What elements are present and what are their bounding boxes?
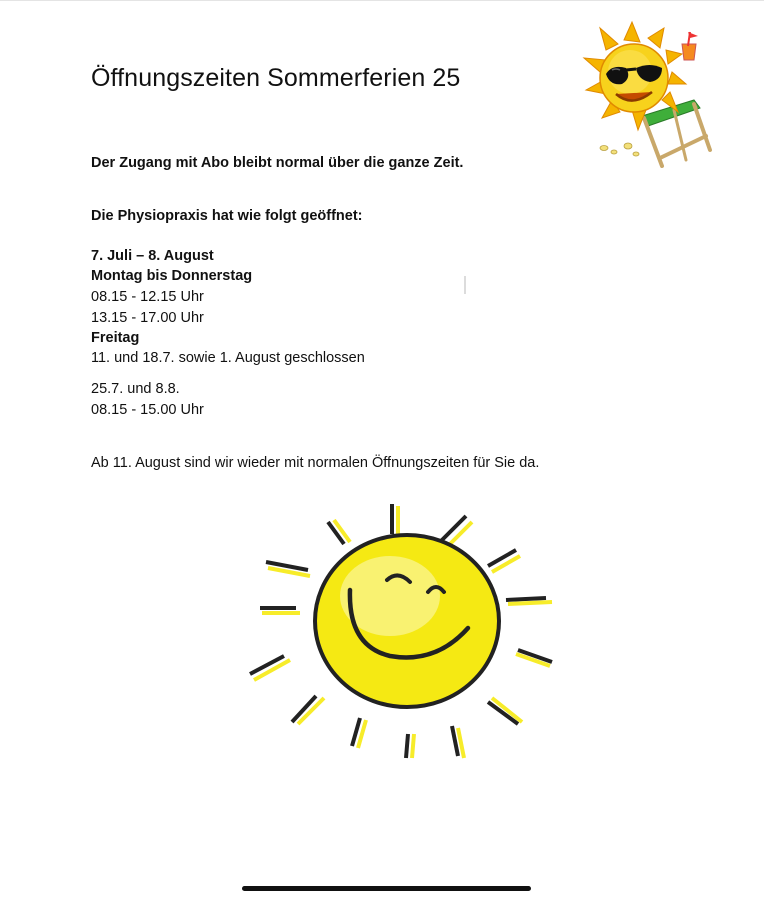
closing-note: Ab 11. August sind wir wieder mit normalen Öffnungszeiten für Sie da.: [91, 455, 540, 471]
friday-closed-dates: 11. und 18.7. sowie 1. August geschlossen: [91, 350, 365, 366]
weekdays-heading: Montag bis Donnerstag: [91, 268, 253, 284]
friday-heading: Freitag: [91, 330, 140, 346]
friday-open-dates: 25.7. und 8.8.: [91, 381, 180, 397]
sun-deck-chair-illustration: [582, 18, 714, 168]
page-title: Öffnungszeiten Sommerferien 25: [91, 64, 461, 92]
physio-heading: Die Physiopraxis hat wie folgt geöffnet:: [91, 208, 363, 224]
top-divider: [0, 0, 764, 1]
shells-icon: [600, 143, 639, 156]
weekday-hours-afternoon: 13.15 - 17.00 Uhr: [91, 310, 204, 326]
text-cursor: [464, 276, 466, 294]
period-heading: 7. Juli – 8. August: [91, 248, 214, 264]
drink-icon: [682, 32, 698, 60]
intro-text: Der Zugang mit Abo bleibt normal über die ganze Zeit.: [91, 155, 464, 171]
weekday-hours-morning: 08.15 - 12.15 Uhr: [91, 289, 204, 305]
smiling-sun-illustration: [240, 496, 560, 766]
friday-open-hours: 08.15 - 15.00 Uhr: [91, 402, 204, 418]
home-indicator[interactable]: [242, 886, 531, 891]
